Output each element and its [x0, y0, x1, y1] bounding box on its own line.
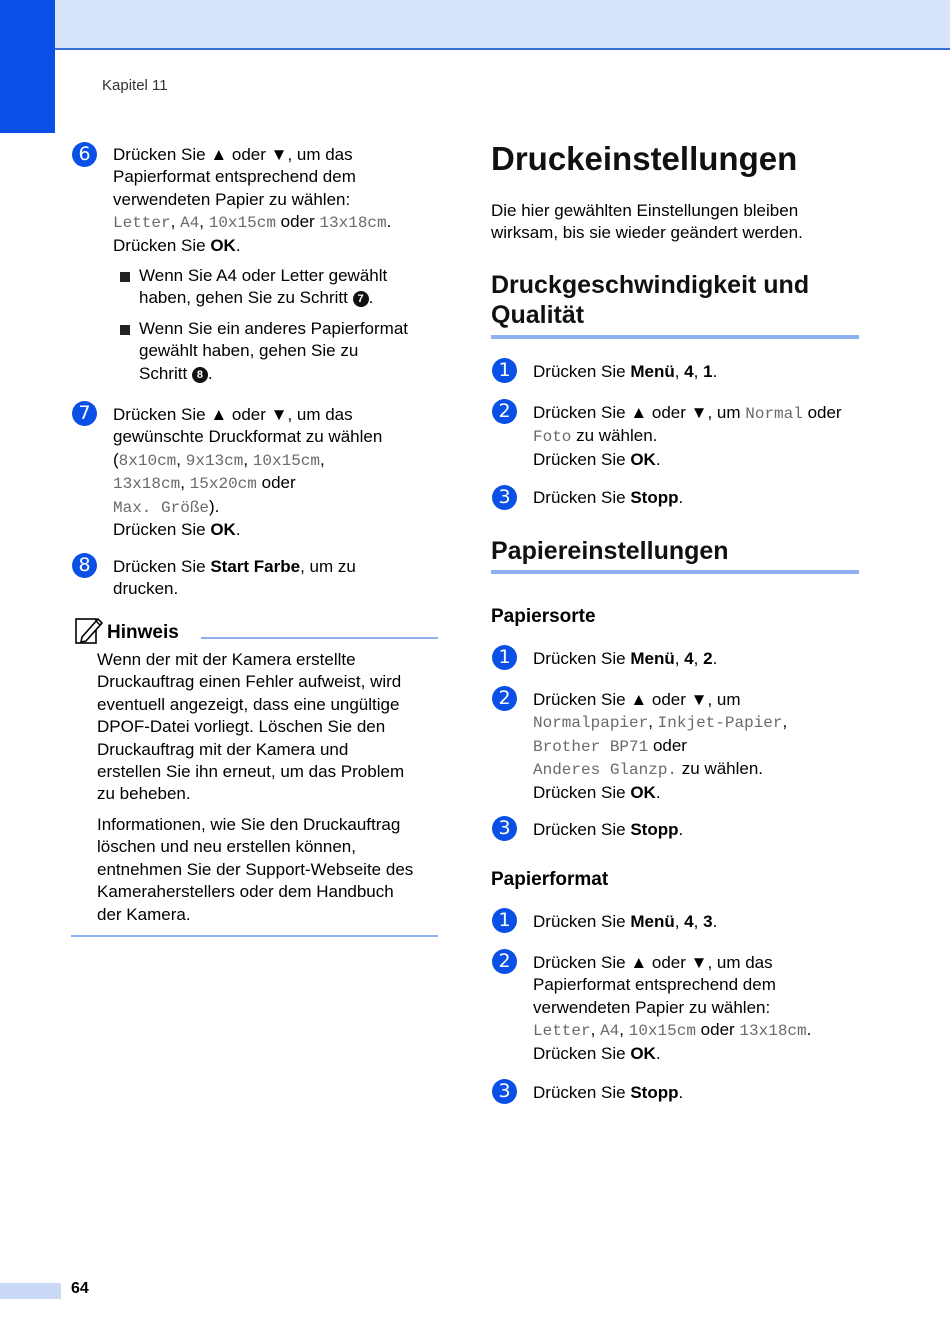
- subsection-heading: Papierformat: [491, 869, 609, 890]
- section-heading: Druckgeschwindigkeit und Qualität: [491, 271, 810, 329]
- step-7: Drücken Sie ▲ oder ▼, um das gewünschte Druckformat zu wählen (8x10cm, 9x13cm, 10x15cm, 13x18cm, 15x20cm oder Max. Größe). Drücken Sie OK.: [113, 405, 383, 540]
- step: Drücken Sie Stopp.: [533, 820, 684, 839]
- section-rule: [491, 570, 859, 574]
- note-bottom-rule: [71, 935, 438, 937]
- step-number-badge: 2: [492, 686, 517, 711]
- note-paragraph: Wenn der mit der Kamera erstellte Druckauftrag einen Fehler aufweist, wird eventuell angezeigt, dass eine ungültige DPOF-Datei vorliegt. Löschen Sie den Druckauftrag mit der Kamera und erstellen Sie ihn erneut, um das Problem zu beheben.: [97, 650, 405, 804]
- step-ref-badge: 7: [353, 291, 369, 307]
- section-rule: [491, 335, 859, 339]
- step-text: Papierformat entsprechend dem: [113, 167, 356, 187]
- step-6: [113, 144, 391, 257]
- bullet-item: Wenn Sie ein anderes Papierformat gewählt haben, gehen Sie zu Schritt 8 .: [139, 318, 408, 385]
- subsection-heading: Papiersorte: [491, 606, 596, 627]
- step-number-badge: 2: [492, 949, 517, 974]
- step-text: Letter, A4, 10x15cm oder 13x18cm.: [113, 212, 392, 233]
- section-heading: Papiereinstellungen: [491, 537, 729, 565]
- step-number-badge: 3: [492, 485, 517, 510]
- page-number: 64: [71, 1280, 89, 1297]
- chapter-tab: [0, 0, 55, 133]
- intro-paragraph: Die hier gewählten Einstellungen bleiben wirksam, bis sie wieder geändert werden.: [491, 201, 803, 243]
- step-number-badge: 7: [72, 401, 97, 426]
- bullet-square-icon: [120, 325, 130, 335]
- step: Drücken Sie Stopp.: [533, 1083, 684, 1102]
- step-text: verwendeten Papier zu wählen:: [113, 189, 351, 209]
- pencil-note-icon: [74, 615, 104, 645]
- page-number-bar: [0, 1283, 61, 1299]
- note-title: Hinweis: [107, 622, 179, 643]
- note-divider: [201, 637, 438, 639]
- step-number-badge: 8: [72, 553, 97, 578]
- bullet-item: Wenn Sie A4 oder Letter gewählt haben, gehen Sie zu Schritt 7 .: [139, 265, 387, 310]
- step-number-badge: 3: [492, 816, 517, 841]
- step-number-badge: 1: [492, 908, 517, 933]
- step: Drücken Sie ▲ oder ▼, um Normalpapier, Inkjet-Papier, Brother BP71 oder Anderes Glanzp. zu wählen. Drücken Sie OK.: [533, 690, 788, 802]
- step: Drücken Sie Stopp.: [533, 488, 684, 507]
- step: Drücken Sie Menü, 4, 2.: [533, 649, 718, 668]
- step-text: Drücken Sie OK.: [113, 235, 241, 255]
- step-text: Drücken Sie ▲ oder ▼, um das: [113, 145, 353, 164]
- chapter-label: Kapitel 11: [102, 77, 168, 94]
- step-number-badge: 6: [72, 142, 97, 167]
- step: Drücken Sie Menü, 4, 1.: [533, 362, 718, 381]
- page-title: Druckeinstellungen: [491, 140, 798, 177]
- step: Drücken Sie Menü, 4, 3.: [533, 912, 718, 931]
- step-number-badge: 2: [492, 399, 517, 424]
- header-band: [0, 0, 950, 50]
- step: Drücken Sie ▲ oder ▼, um Normal oder Foto zu wählen. Drücken Sie OK.: [533, 403, 842, 469]
- bullet-square-icon: [120, 272, 130, 282]
- step: Drücken Sie ▲ oder ▼, um das Papierformat entsprechend dem verwendeten Papier zu wählen: Letter, A4, 10x15cm oder 13x18cm. Drücken Sie OK.: [533, 953, 812, 1063]
- step-number-badge: 1: [492, 645, 517, 670]
- note-paragraph: Informationen, wie Sie den Druckauftrag löschen und neu erstellen können, entnehmen Sie der Support-Webseite des Kameraherstellers oder dem Handbuch der Kamera.: [97, 815, 414, 924]
- step-number-badge: 1: [492, 358, 517, 383]
- step-8: Drücken Sie Start Farbe, um zu drucken.: [113, 557, 356, 599]
- step-ref-badge: 8: [192, 367, 208, 383]
- step-number-badge: 3: [492, 1079, 517, 1104]
